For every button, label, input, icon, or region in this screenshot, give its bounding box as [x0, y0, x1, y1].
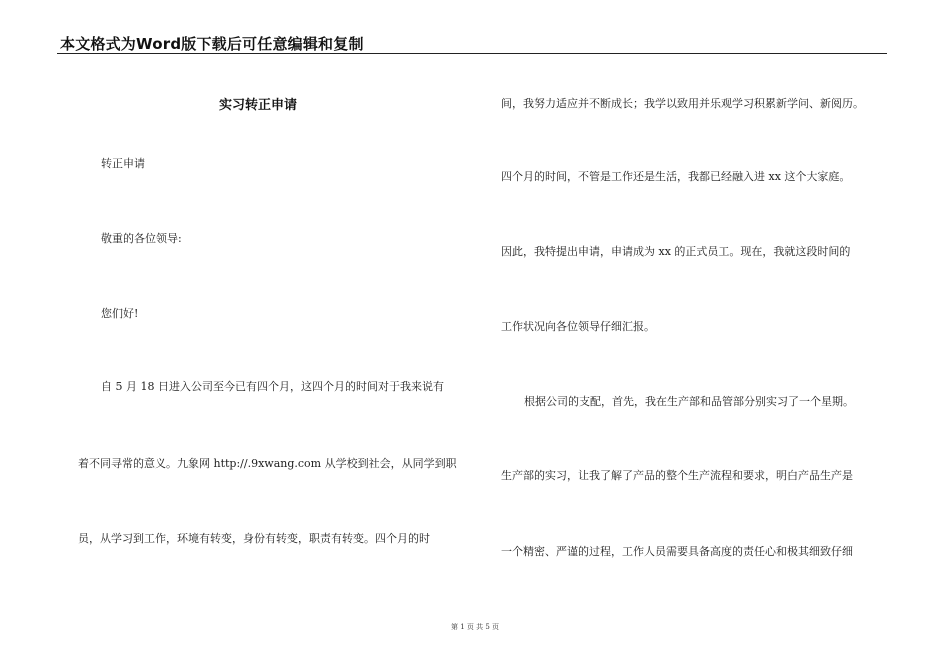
paragraph-line: 工作状况向各位领导仔细汇报。	[501, 320, 655, 333]
paragraph-line: 间，我努力适应并不断成长；我学以致用并乐观学习积累新学问、新阅历。	[501, 97, 864, 110]
paragraph-line: 着不同寻常的意义。九象网 http://.9xwang.com 从学校到社会，从同学到职	[78, 457, 457, 470]
header-divider	[57, 53, 887, 54]
paragraph-line: 自 5 月 18 日进入公司至今已有四个月，这四个月的时间对于我来说有	[101, 380, 444, 393]
paragraph-line: 转正申请	[101, 157, 145, 170]
paragraph-line: 生产部的实习，让我了解了产品的整个生产流程和要求，明白产品生产是	[501, 469, 853, 482]
page-number: 第 1 页 共 5 页	[450, 623, 500, 631]
paragraph-line: 您们好!	[101, 307, 139, 320]
header-notice: 本文格式为Word版下载后可任意编辑和复制	[60, 35, 364, 53]
paragraph-line: 因此，我特提出申请，申请成为 xx 的正式员工。现在，我就这段时间的	[501, 245, 851, 258]
paragraph-line: 员，从学习到工作，环境有转变，身份有转变，职责有转变。四个月的时	[78, 532, 430, 545]
paragraph-line: 四个月的时间，不管是工作还是生活，我都已经融入进 xx 这个大家庭。	[501, 170, 851, 183]
document-title: 实习转正申请	[219, 98, 298, 113]
paragraph-line: 一个精密、严谨的过程，工作人员需要具备高度的责任心和极其细致仔细	[501, 545, 853, 558]
paragraph-line: 根据公司的支配，首先，我在生产部和品管部分别实习了一个星期。	[524, 395, 854, 408]
paragraph-line: 敬重的各位领导:	[101, 232, 182, 245]
